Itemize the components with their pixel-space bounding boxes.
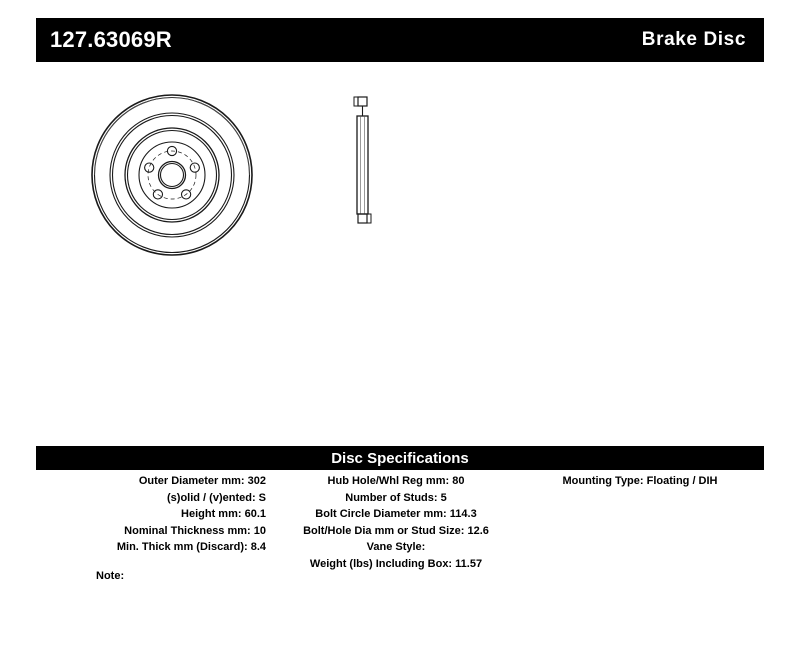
spec-item: Weight (lbs) Including Box: 11.57 <box>309 557 483 570</box>
page-title: Brake Disc <box>641 29 746 50</box>
spec-item: Nominal Thickness mm: 10 <box>124 524 266 537</box>
spec-table <box>36 473 764 593</box>
spec-item: (s)olid / (v)ented: S <box>167 491 266 504</box>
product-drawing <box>36 80 764 430</box>
spec-column-left <box>36 473 266 556</box>
spec-item: Bolt/Hole Dia mm or Stud Size: 12.6 <box>303 524 489 537</box>
rotor-face-view <box>92 95 252 255</box>
header-bar <box>36 18 764 62</box>
rotor-drawing-svg <box>36 80 764 430</box>
spec-column-middle <box>281 473 511 572</box>
spec-item: Vane Style: <box>366 541 426 553</box>
spec-item: Min. Thick mm (Discard): 8.4 <box>116 541 266 553</box>
spec-item: Mounting Type: Floating / DIH <box>562 475 718 487</box>
spec-item: Bolt Circle Diameter mm: 114.3 <box>315 508 477 520</box>
spec-item: Height mm: 60.1 <box>181 508 266 520</box>
spec-column-right <box>516 473 764 490</box>
note-label: Note: <box>96 570 125 582</box>
spec-section-title: Disc Specifications <box>36 446 764 470</box>
spec-item: Hub Hole/Whl Reg mm: 80 <box>327 475 465 487</box>
part-number: 127.63069R <box>50 27 172 52</box>
spec-item: Outer Diameter mm: 302 <box>138 475 266 487</box>
rotor-cross-section-view <box>354 97 371 223</box>
spec-item: Number of Studs: 5 <box>345 491 447 504</box>
